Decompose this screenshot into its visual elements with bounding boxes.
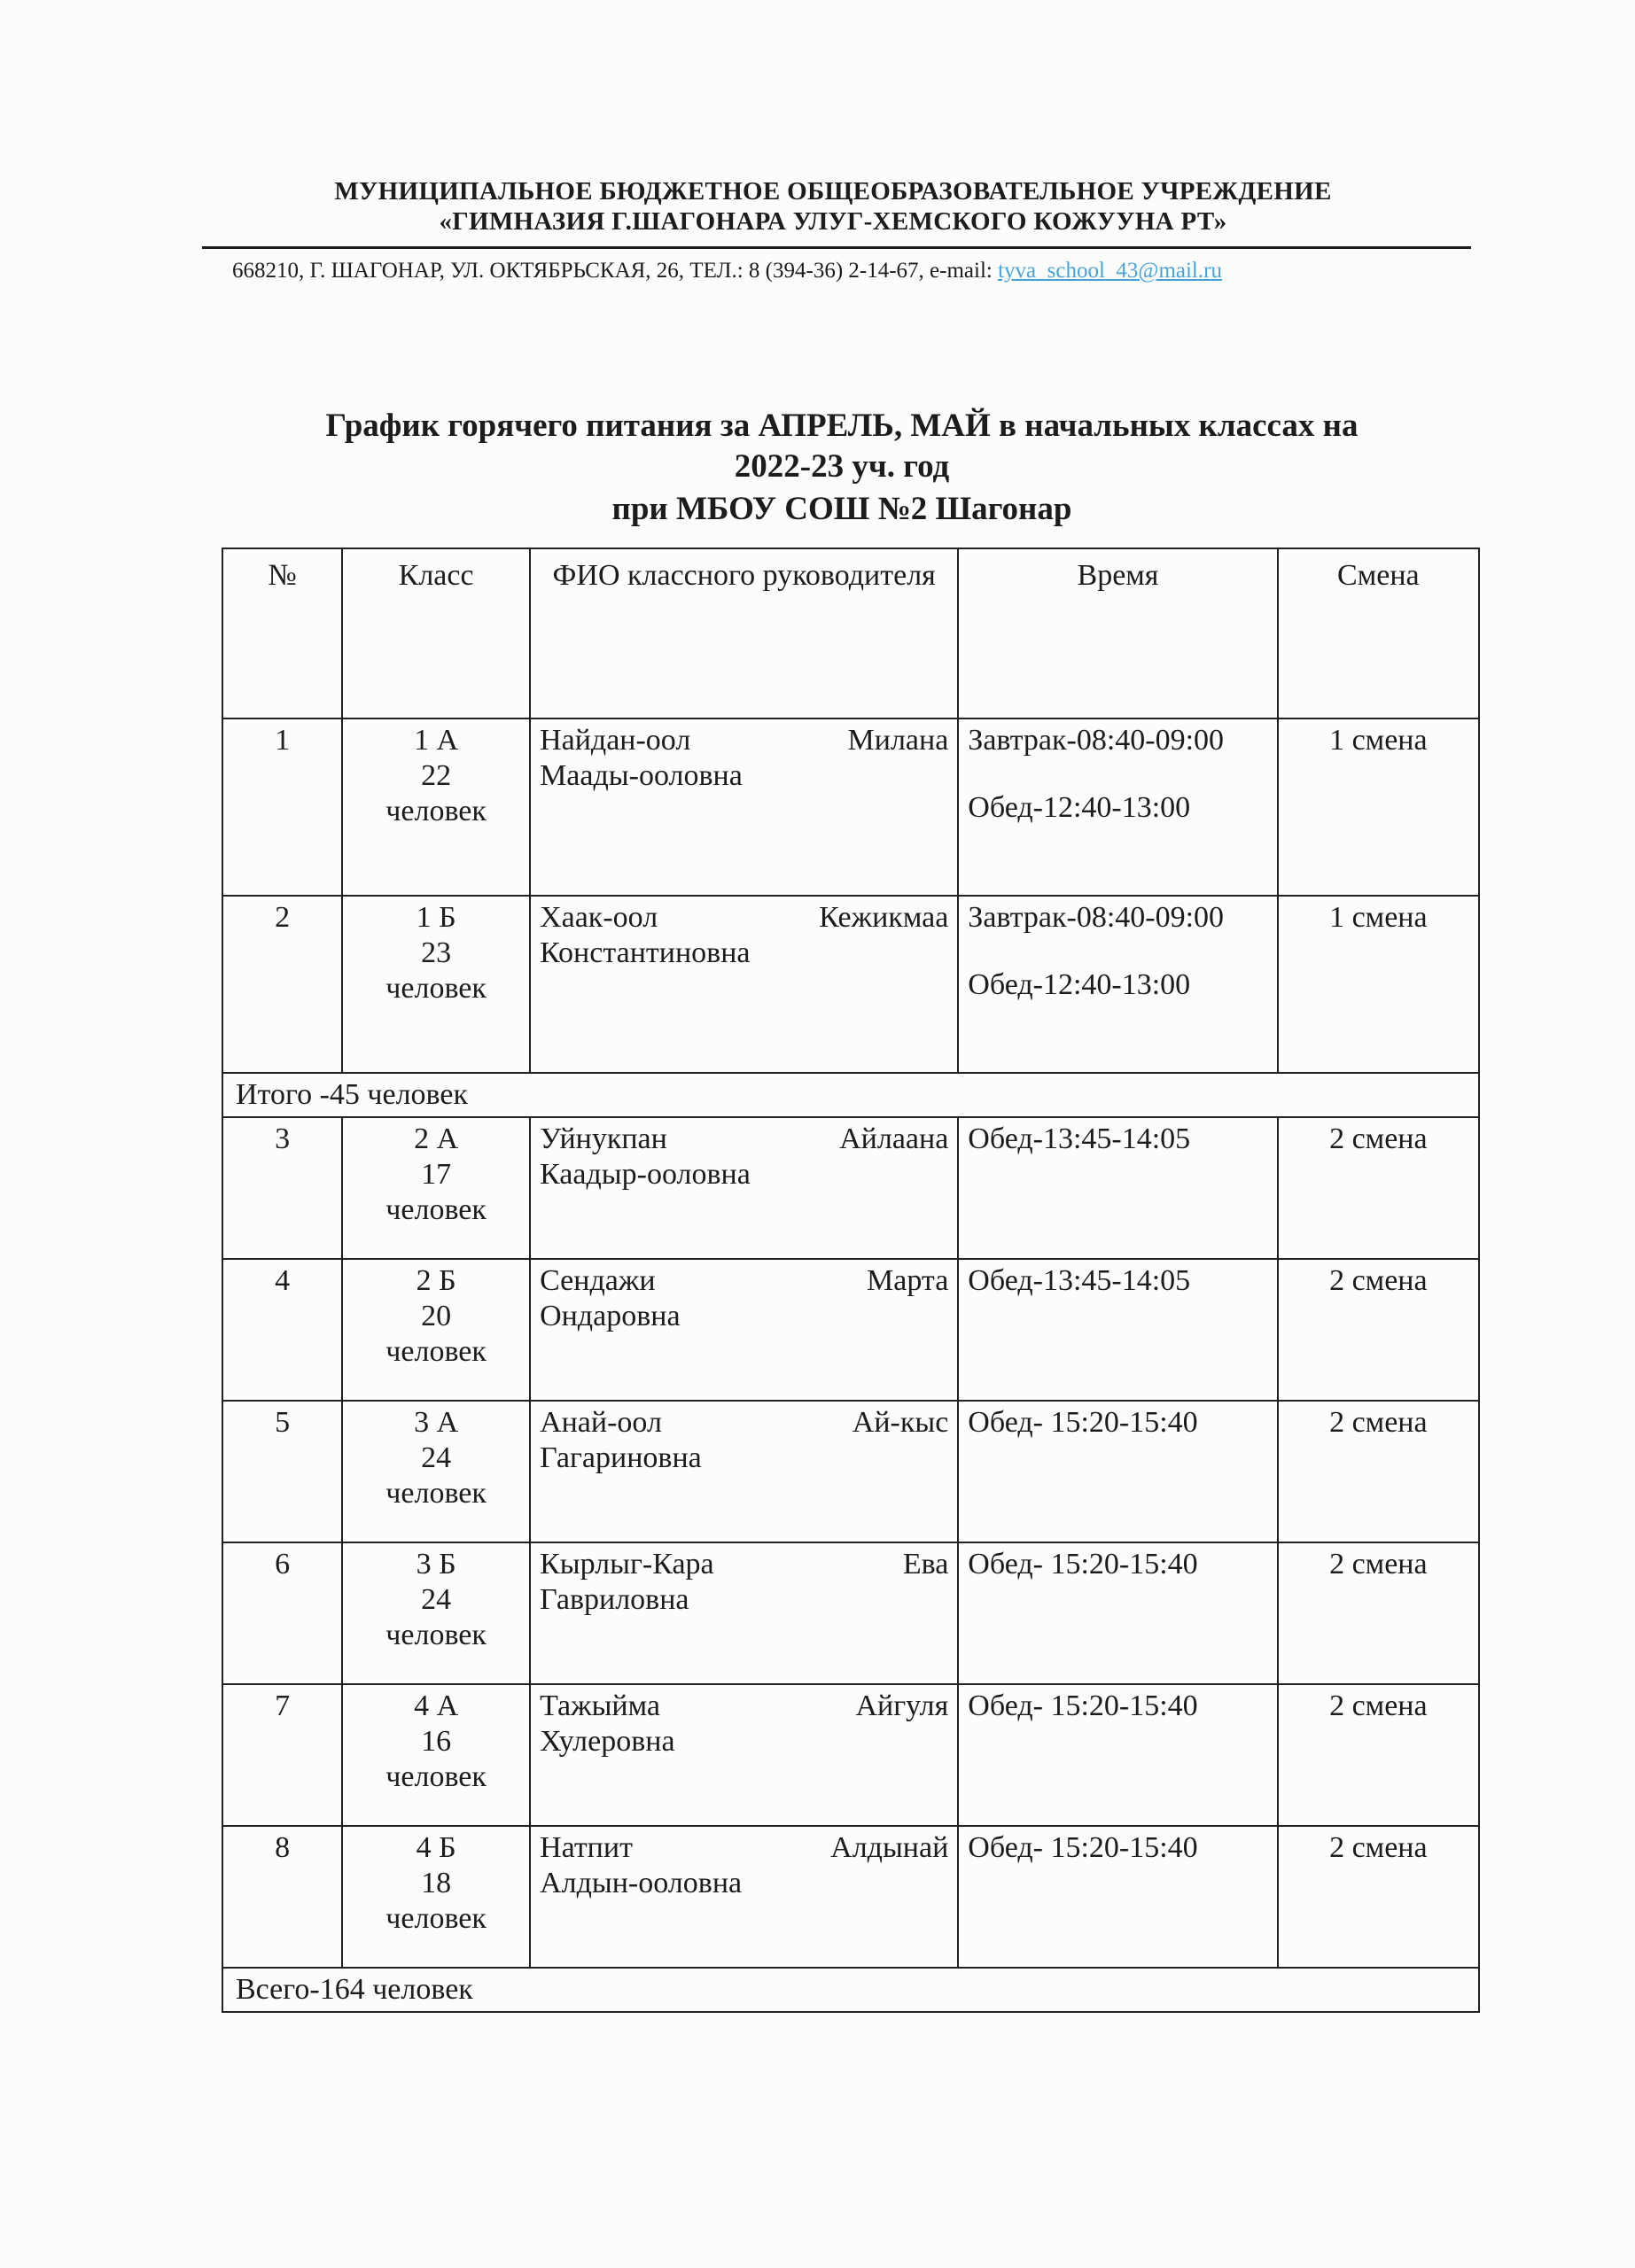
cell-time: Обед- 15:20-15:40 xyxy=(958,1684,1277,1826)
time-breakfast: Завтрак-08:40-09:00 xyxy=(968,901,1225,934)
class-unit: человек xyxy=(385,1335,487,1368)
cell-shift: 1 смена xyxy=(1278,896,1479,1073)
document-title xyxy=(230,406,1453,487)
class-label: 2 А xyxy=(414,1122,459,1155)
teacher-name-line2: Маады-ооловна xyxy=(540,759,743,792)
cell-teacher xyxy=(530,1117,958,1259)
header-time: Время xyxy=(958,548,1277,718)
subtotal-cell: Итого -45 человек xyxy=(222,1073,1479,1117)
cell-shift: 2 смена xyxy=(1278,1684,1479,1826)
org-name-line2: «ГИМНАЗИЯ Г.ШАГОНАРА УЛУГ-ХЕМСКОГО КОЖУУНА РТ» xyxy=(439,207,1227,236)
cell-time: Обед- 15:20-15:40 xyxy=(958,1401,1277,1542)
email-link[interactable]: tyva_school_43@mail.ru xyxy=(998,259,1222,283)
table-header-row xyxy=(222,548,1479,718)
time-breakfast: Завтрак-08:40-09:00 xyxy=(968,724,1225,757)
cell-time: Обед- 15:20-15:40 xyxy=(958,1826,1277,1968)
class-count: 20 xyxy=(421,1300,452,1332)
cell-num: 5 xyxy=(222,1401,342,1542)
org-name-line1: МУНИЦИПАЛЬНОЕ БЮДЖЕТНОЕ ОБЩЕОБРАЗОВАТЕЛЬНОЕ УЧРЕЖДЕНИЕ xyxy=(334,177,1332,206)
class-label: 2 Б xyxy=(416,1264,456,1297)
title-line1: График горячего питания за АПРЕЛЬ, МАЙ в начальных классах на xyxy=(325,408,1359,444)
cell-time: Обед- 15:20-15:40 xyxy=(958,1542,1277,1684)
meal-schedule-table xyxy=(222,548,1480,2013)
cell-num: 3 xyxy=(222,1117,342,1259)
cell-teacher xyxy=(530,1542,958,1684)
cell-teacher xyxy=(530,1826,958,1968)
table-row xyxy=(222,1117,1479,1259)
cell-class xyxy=(342,1826,530,1968)
cell-time: Обед-13:45-14:05 xyxy=(958,1259,1277,1401)
time-lunch: Обед-12:40-13:00 xyxy=(968,791,1191,824)
teacher-name-line2: Гавриловна xyxy=(540,1583,689,1616)
cell-class xyxy=(342,1684,530,1826)
cell-class xyxy=(342,1401,530,1542)
cell-teacher xyxy=(530,1259,958,1401)
class-count: 17 xyxy=(421,1158,452,1191)
teacher-name-line2: Ондаровна xyxy=(540,1300,681,1332)
class-unit: человек xyxy=(385,1902,487,1935)
teacher-name-line1: Тажыйма Айгуля xyxy=(540,1689,949,1722)
cell-shift: 1 смена xyxy=(1278,718,1479,896)
cell-shift: 2 смена xyxy=(1278,1542,1479,1684)
cell-class xyxy=(342,1542,530,1684)
class-count: 24 xyxy=(421,1583,452,1616)
teacher-name-line1: Натпит Алдынай xyxy=(540,1831,949,1864)
cell-teacher xyxy=(530,1684,958,1826)
header-class: Класс xyxy=(342,548,530,718)
class-unit: человек xyxy=(385,1193,487,1226)
time-lunch: Обед-12:40-13:00 xyxy=(968,968,1191,1001)
cell-num: 4 xyxy=(222,1259,342,1401)
cell-time xyxy=(958,718,1277,896)
cell-time xyxy=(958,896,1277,1073)
teacher-name-line1: Кырлыг-Кара Ева xyxy=(540,1548,949,1581)
teacher-name-line2: Константиновна xyxy=(540,936,751,969)
letterhead-rule xyxy=(202,246,1471,249)
document-subtitle: при МБОУ СОШ №2 Шагонар xyxy=(611,491,1072,527)
class-unit: человек xyxy=(385,795,487,827)
cell-class xyxy=(342,1117,530,1259)
cell-class xyxy=(342,1259,530,1401)
teacher-name-line2: Каадыр-ооловна xyxy=(540,1158,751,1191)
class-label: 3 Б xyxy=(416,1548,456,1581)
teacher-name-line2: Гагариновна xyxy=(540,1441,702,1474)
teacher-name-line1: Анай-оол Ай-кыс xyxy=(540,1406,949,1439)
class-count: 22 xyxy=(421,759,452,792)
cell-num: 6 xyxy=(222,1542,342,1684)
cell-teacher xyxy=(530,718,958,896)
cell-num: 2 xyxy=(222,896,342,1073)
cell-teacher xyxy=(530,1401,958,1542)
teacher-name-line1: Найдан-оол Милана xyxy=(540,724,949,757)
total-cell: Всего-164 человек xyxy=(222,1968,1479,2012)
title-line2: 2022-23 уч. год xyxy=(734,448,950,485)
class-unit: человек xyxy=(385,1619,487,1651)
cell-class xyxy=(342,896,530,1073)
cell-shift: 2 смена xyxy=(1278,1117,1479,1259)
table-row xyxy=(222,1401,1479,1542)
header-num: № xyxy=(222,548,342,718)
total-row xyxy=(222,1968,1479,2012)
class-label: 1 А xyxy=(414,724,459,757)
class-count: 18 xyxy=(421,1867,452,1899)
class-unit: человек xyxy=(385,1760,487,1793)
subtotal-row xyxy=(222,1073,1479,1117)
teacher-name-line2: Хулеровна xyxy=(540,1725,675,1758)
cell-teacher xyxy=(530,896,958,1073)
table-row xyxy=(222,718,1479,896)
table-row xyxy=(222,1684,1479,1826)
class-label: 3 А xyxy=(414,1406,459,1439)
teacher-name-line2: Алдын-ооловна xyxy=(540,1867,743,1899)
cell-shift: 2 смена xyxy=(1278,1259,1479,1401)
cell-num: 7 xyxy=(222,1684,342,1826)
class-unit: человек xyxy=(385,972,487,1005)
cell-num: 1 xyxy=(222,718,342,896)
cell-shift: 2 смена xyxy=(1278,1401,1479,1542)
header-shift: Смена xyxy=(1278,548,1479,718)
cell-shift: 2 смена xyxy=(1278,1826,1479,1968)
class-label: 1 Б xyxy=(416,901,456,934)
class-unit: человек xyxy=(385,1477,487,1510)
address-line xyxy=(232,259,1222,284)
teacher-name-line1: Хаак-оол Кежикмаа xyxy=(540,901,949,934)
class-count: 23 xyxy=(421,936,452,969)
class-label: 4 А xyxy=(414,1689,459,1722)
header-teacher: ФИО классного руководителя xyxy=(530,548,958,718)
class-label: 4 Б xyxy=(416,1831,456,1864)
cell-num: 8 xyxy=(222,1826,342,1968)
cell-time: Обед-13:45-14:05 xyxy=(958,1117,1277,1259)
teacher-name-line1: Сендажи Марта xyxy=(540,1264,949,1297)
class-count: 16 xyxy=(421,1725,452,1758)
table-row xyxy=(222,1259,1479,1401)
teacher-name-line1: Уйнукпан Айлаана xyxy=(540,1122,949,1155)
class-count: 24 xyxy=(421,1441,452,1474)
table-row xyxy=(222,1826,1479,1968)
address-text: 668210, Г. ШАГОНАР, УЛ. ОКТЯБРЬСКАЯ, 26, ТЕЛ.: 8 (394-36) 2-14-67, e-mail: xyxy=(232,259,999,283)
table-row xyxy=(222,1542,1479,1684)
cell-class xyxy=(342,718,530,896)
table-row xyxy=(222,896,1479,1073)
